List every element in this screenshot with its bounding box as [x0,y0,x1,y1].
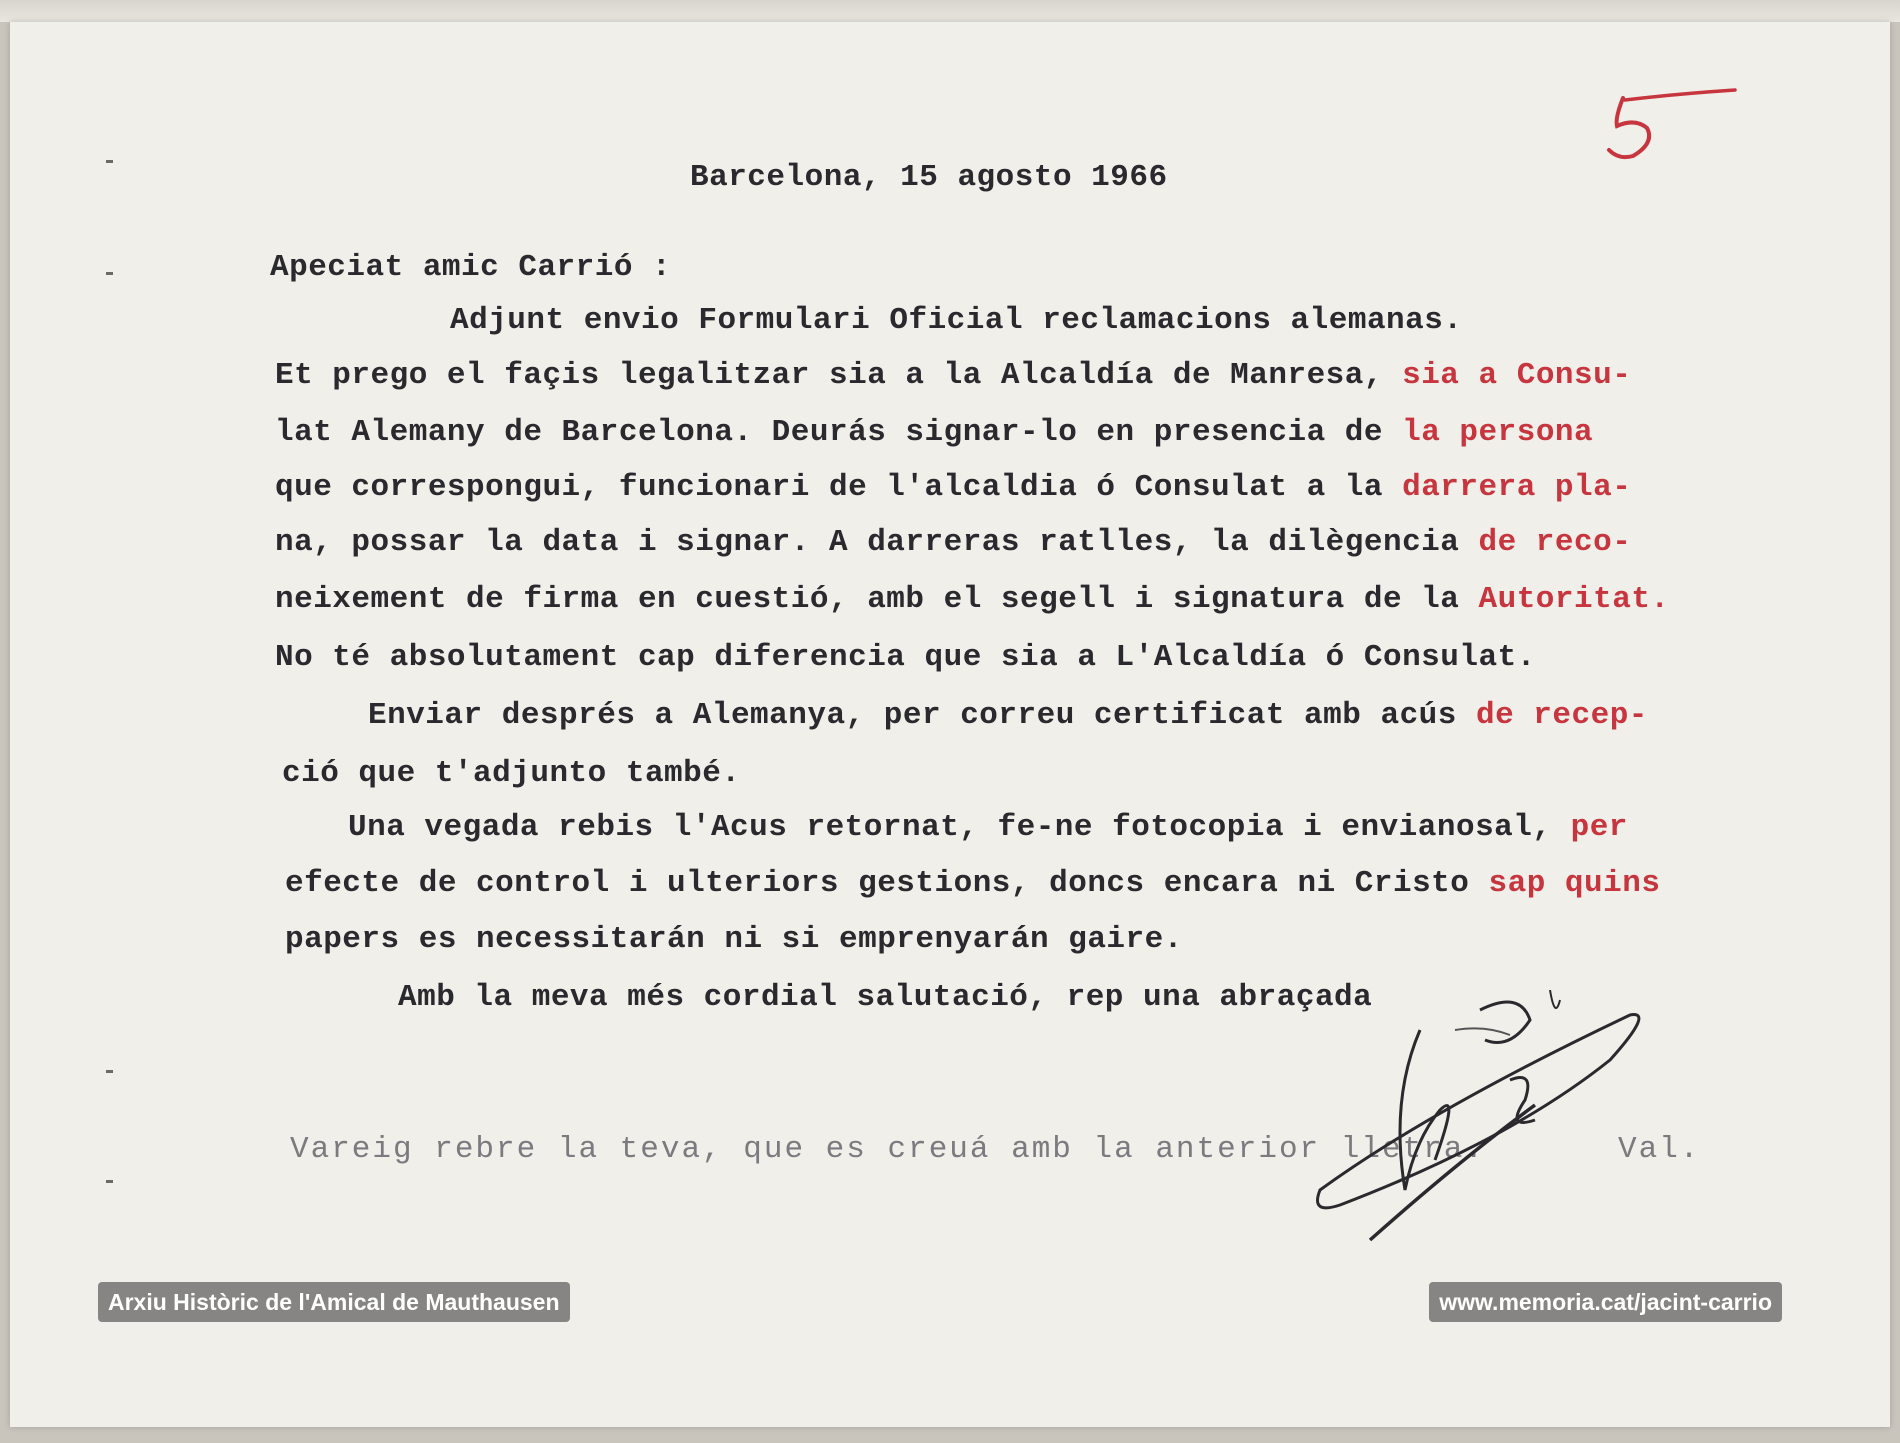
punch-mark [106,1070,113,1073]
website-watermark: www.memoria.cat/jacint-carrio [1429,1282,1782,1322]
punch-mark [106,272,113,275]
handwritten-page-number [1595,88,1745,178]
body-line: ció que t'adjunto també. [282,756,741,791]
body-line: na, possar la data i signar. A darreras ratlles, la dilègencia de reco- [275,525,1632,560]
body-line: lat Alemany de Barcelona. Deurás signar-lo en presencia de la persona [275,415,1594,450]
body-line: que correspongui, funcionari de l'alcaldia ó Consulat a la darrera pla- [275,470,1632,505]
body-line: Una vegada rebis l'Acus retornat, fe-ne fotocopia i envianosal, per [348,810,1628,845]
body-line: Enviar després a Alemanya, per correu certificat amb acús de recep- [368,698,1648,733]
handwritten-signature [1310,990,1660,1250]
closing-line: Amb la meva més cordial salutació, rep una abraçada [398,980,1373,1015]
postscript: Vareig rebre la teva, que es creuá amb la anterior lletra. [290,1132,1485,1167]
body-line: No té absolutament cap diferencia que sia a L'Alcaldía ó Consulat. [275,640,1536,675]
archive-watermark: Arxiu Històric de l'Amical de Mauthausen [98,1282,570,1322]
body-line: efecte de control i ulteriors gestions, doncs encara ni Cristo sap quins [285,866,1661,901]
body-line: Et prego el façis legalitzar sia a la Alcaldía de Manresa, sia a Consu- [275,358,1632,393]
body-line: neixement de firma en cuestió, amb el segell i signatura de la Autoritat. [275,582,1670,617]
body-line: Adjunt envio Formulari Oficial reclamacions alemanas. [450,303,1463,338]
valediction: Val. [1618,1132,1701,1167]
body-line: papers es necessitarán ni si emprenyarán gaire. [285,922,1183,957]
salutation: Apeciat amic Carrió : [270,250,672,285]
scan-top-edge [0,0,1900,22]
punch-mark [106,1180,113,1183]
date-line: Barcelona, 15 agosto 1966 [690,160,1168,195]
punch-mark [106,160,113,163]
